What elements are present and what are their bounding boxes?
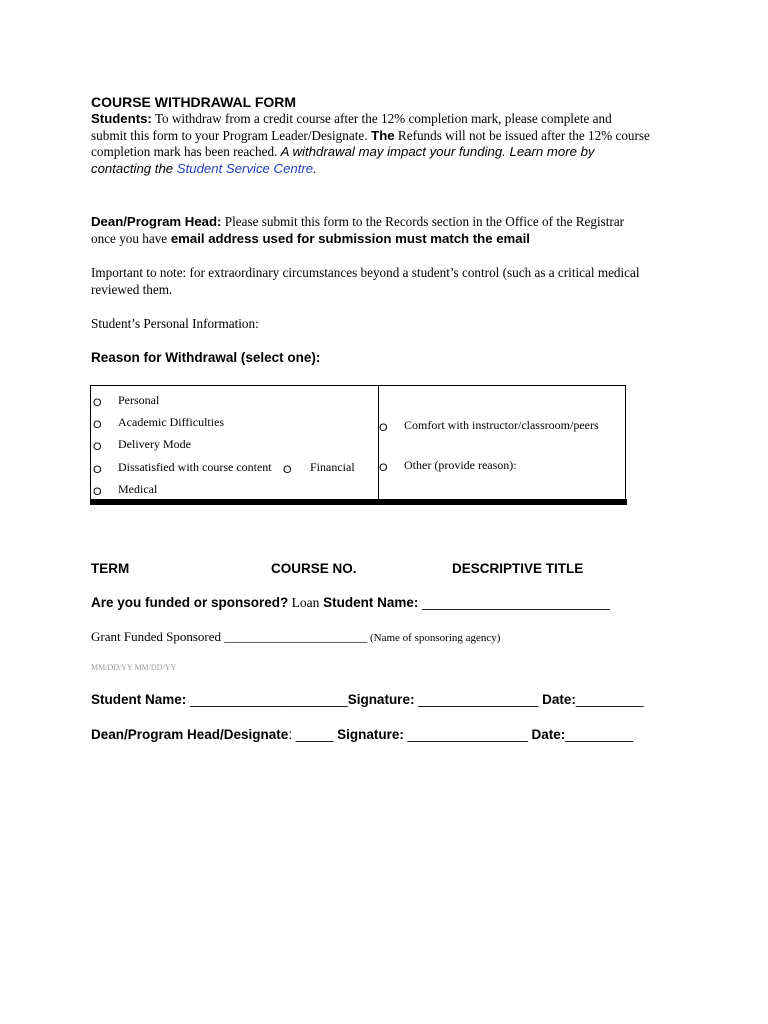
reason-option-comfort[interactable] bbox=[379, 418, 388, 436]
students-text-3: completion mark has been reached. bbox=[91, 144, 278, 159]
dean-line-1 bbox=[91, 214, 624, 231]
reason-label-financial: Financial bbox=[310, 460, 355, 474]
students-line-1 bbox=[91, 111, 612, 128]
reason-label-personal: Personal bbox=[118, 393, 160, 407]
dean-label: Dean/Program Head: bbox=[91, 214, 222, 229]
date-format-hint: MM/DD/YY MM/DD/YY bbox=[91, 663, 177, 672]
reason-option-delivery[interactable] bbox=[93, 437, 102, 455]
reason-label-delivery: Delivery Mode bbox=[118, 437, 191, 451]
radio-circle-icon[interactable]: O bbox=[93, 419, 102, 431]
students-text-1: To withdraw from a credit course after the 12% completion mark, please complete and bbox=[151, 111, 612, 126]
students-funding-note: A withdrawal may impact your funding. Learn more by bbox=[277, 144, 595, 159]
reason-label-medical: Medical bbox=[118, 482, 158, 496]
radio-circle-icon[interactable]: O bbox=[379, 422, 388, 434]
reason-option-other[interactable] bbox=[379, 458, 388, 476]
radio-circle-icon[interactable]: O bbox=[93, 441, 102, 453]
grant-line bbox=[91, 629, 500, 645]
radio-circle-icon[interactable]: O bbox=[379, 462, 388, 474]
student-date-label: Date: bbox=[538, 692, 576, 707]
important-line-1: Important to note: for extraordinary circumstances beyond a student’s control (such as a critical medical bbox=[91, 265, 640, 280]
dean-line-2 bbox=[91, 231, 530, 248]
students-the: The bbox=[367, 127, 395, 143]
header-term: TERM bbox=[91, 561, 130, 576]
reason-box-divider bbox=[378, 386, 379, 500]
student-signature-line bbox=[91, 692, 643, 707]
reason-heading: Reason for Withdrawal (select one): bbox=[91, 350, 321, 365]
student-signature-label: Signature: bbox=[347, 692, 415, 707]
students-text-2b: Refunds will not be issued after the 12% course bbox=[394, 127, 650, 143]
funding-student-name-field[interactable]: _________________________ bbox=[418, 595, 610, 610]
student-date-field[interactable]: _________ bbox=[575, 692, 644, 707]
dean-designate-label: Dean/Program Head/Designate bbox=[91, 727, 289, 742]
reason-option-financial[interactable] bbox=[283, 460, 292, 478]
student-service-centre-link[interactable]: Student Service Centre bbox=[176, 160, 314, 176]
reason-option-dissatisfied[interactable] bbox=[93, 460, 102, 478]
header-descriptive-title: DESCRIPTIVE TITLE bbox=[452, 561, 584, 576]
dean-text-1: Please submit this form to the Records section in the Office of the Registrar bbox=[221, 214, 625, 229]
funding-line bbox=[91, 595, 610, 611]
students-line-3 bbox=[91, 144, 595, 161]
reason-label-comfort: Comfort with instructor/classroom/peers bbox=[404, 418, 599, 432]
dean-date-label: Date: bbox=[527, 727, 566, 742]
reason-label-academic: Academic Difficulties bbox=[118, 415, 225, 429]
reason-option-medical[interactable] bbox=[93, 482, 102, 500]
students-line-4 bbox=[91, 161, 317, 178]
funding-student-name-label: Student Name: bbox=[319, 595, 419, 610]
dean-text-2: once you have bbox=[91, 231, 168, 246]
radio-circle-icon[interactable]: O bbox=[283, 464, 292, 476]
funding-question: Are you funded or sponsored? bbox=[91, 595, 289, 610]
radio-circle-icon[interactable]: O bbox=[93, 486, 102, 498]
dean-date-field[interactable]: _________ bbox=[565, 727, 633, 742]
sponsoring-agency-note: (Name of sponsoring agency) bbox=[367, 632, 501, 644]
reason-option-academic[interactable] bbox=[93, 415, 102, 433]
student-signature-field[interactable]: ________________ bbox=[414, 692, 539, 707]
dean-designate-field[interactable]: : _____ bbox=[288, 727, 334, 742]
student-name-label: Student Name: bbox=[91, 692, 187, 707]
students-contact-text: contacting the bbox=[91, 160, 174, 176]
dean-signature-label: Signature: bbox=[333, 727, 404, 742]
students-period: . bbox=[313, 160, 317, 176]
form-title: COURSE WITHDRAWAL FORM bbox=[91, 94, 297, 110]
reason-label-other: Other (provide reason): bbox=[404, 458, 517, 472]
radio-circle-icon[interactable]: O bbox=[93, 464, 102, 476]
reason-label-dissatisfied: Dissatisfied with course content bbox=[118, 460, 272, 474]
important-line-2: reviewed them. bbox=[91, 282, 173, 297]
dean-email-note: email address used for submission must match the email bbox=[167, 231, 530, 246]
reason-option-personal[interactable] bbox=[93, 393, 102, 411]
dean-signature-field[interactable]: ________________ bbox=[403, 727, 528, 742]
radio-circle-icon[interactable]: O bbox=[93, 397, 102, 409]
students-text-2: submit this form to your Program Leader/Designate. bbox=[91, 127, 368, 143]
funding-loan-option[interactable]: Loan bbox=[288, 595, 320, 610]
reason-box-bottom-bar bbox=[90, 499, 627, 505]
students-label: Students: bbox=[91, 111, 152, 126]
students-line-2 bbox=[91, 128, 650, 145]
personal-info-heading: Student’s Personal Information: bbox=[91, 316, 259, 331]
header-course-no: COURSE NO. bbox=[271, 561, 357, 576]
student-name-field[interactable]: _____________________ bbox=[186, 692, 348, 707]
dean-signature-line bbox=[91, 727, 633, 742]
grant-sponsor-field[interactable]: Grant Funded Sponsored ______________________ bbox=[91, 629, 368, 644]
